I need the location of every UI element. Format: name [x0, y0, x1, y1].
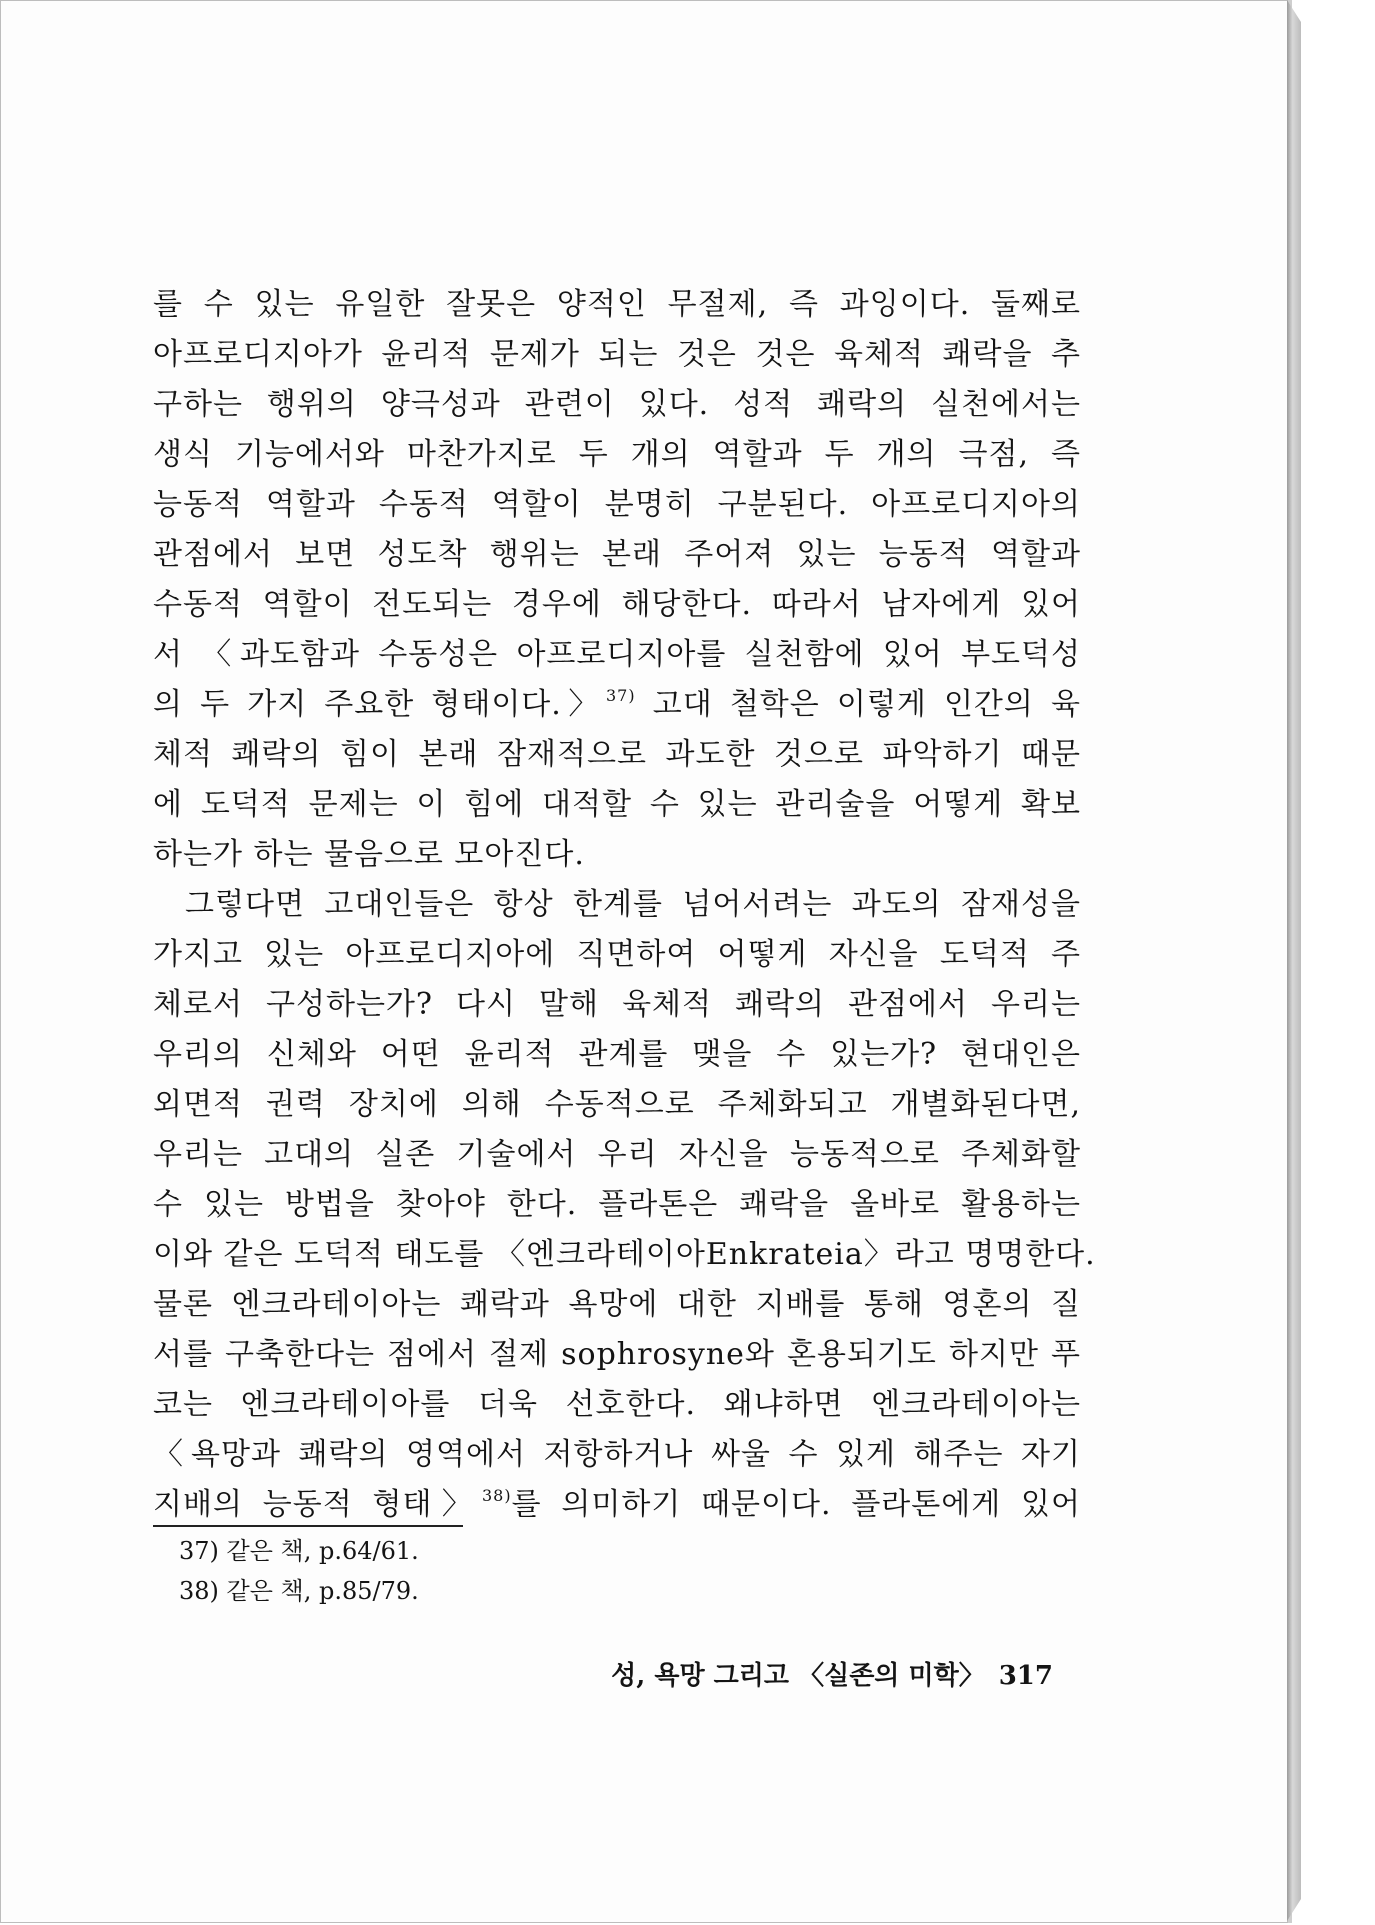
- text-line: 외면적 권력 장치에 의해 수동적으로 주체화되고 개별화된다면,: [153, 1087, 1081, 1122]
- text-line: 구하는 행위의 양극성과 관련이 있다. 성적 쾌락의 실천에서는: [153, 387, 1081, 422]
- text-line: 생식 기능에서와 마찬가지로 두 개의 역할과 두 개의 극점, 즉: [153, 437, 1081, 472]
- text-line: 가지고 있는 아프로디지아에 직면하여 어떻게 자신을 도덕적 주: [153, 937, 1081, 972]
- text-line: 우리의 신체와 어떤 윤리적 관계를 맺을 수 있는가? 현대인은: [153, 1037, 1081, 1072]
- running-footer: [601, 1654, 1053, 1698]
- text-line: 관점에서 보면 성도착 행위는 본래 주어져 있는 능동적 역할과: [153, 537, 1081, 572]
- text-line: 서를 구축한다는 점에서 절제 sophrosyne와 혼용되기도 하지만 푸: [153, 1337, 1081, 1372]
- text-line: 체로서 구성하는가? 다시 말해 육체적 쾌락의 관점에서 우리는: [153, 987, 1081, 1022]
- footnote-ref-37: 37): [606, 686, 636, 705]
- text-line: 아프로디지아가 윤리적 문제가 되는 것은 것은 육체적 쾌락을 추: [153, 337, 1081, 372]
- text-line-with-footnote-ref: [153, 1480, 1081, 1530]
- text-segment: 고대 철학은 이렇게 인간의 육: [635, 687, 1081, 722]
- text-line: 우리는 고대의 실존 기술에서 우리 자신을 능동적으로 주체화할: [153, 1137, 1081, 1172]
- text-line: 수 있는 방법을 찾아야 한다. 플라톤은 쾌락을 올바로 활용하는: [153, 1187, 1081, 1222]
- text-line: 하는가 하는 물음으로 모아진다.: [153, 837, 585, 872]
- running-title: 성, 욕망 그리고 〈실존의 미학〉: [611, 1661, 985, 1691]
- text-line: 서 〈과도함과 수동성은 아프로디지아를 실천함에 있어 부도덕성: [153, 637, 1081, 672]
- text-segment: 지배의 능동적 형태〉: [153, 1487, 482, 1522]
- text-line: 수동적 역할이 전도되는 경우에 해당한다. 따라서 남자에게 있어: [153, 587, 1081, 622]
- text-line: 능동적 역할과 수동적 역할이 분명히 구분된다. 아프로디지아의: [153, 487, 1081, 522]
- footnote-ref-38: 38): [481, 1486, 512, 1505]
- text-segment: 의 두 가지 주요한 형태이다.〉: [153, 687, 606, 722]
- page-edge-shadow: [1287, 0, 1301, 1921]
- text-line: 코는 엔크라테이아를 더욱 선호한다. 왜냐하면 엔크라테이아는: [153, 1387, 1081, 1422]
- text-line: 체적 쾌락의 힘이 본래 잠재적으로 과도한 것으로 파악하기 때문: [153, 737, 1081, 772]
- footnote-divider: [153, 1525, 463, 1527]
- footnotes: [179, 1531, 419, 1611]
- text-line: 에 도덕적 문제는 이 힘에 대적할 수 있는 관리술을 어떻게 확보: [153, 787, 1081, 822]
- text-line: 이와 같은 도덕적 태도를 〈엔크라테이아Enkrateia〉라고 명명한다.: [153, 1237, 1096, 1272]
- page-number: 317: [998, 1661, 1053, 1691]
- text-line: 그렇다면 고대인들은 항상 한계를 넘어서려는 과도의 잠재성을: [185, 887, 1081, 922]
- footnote-38: 38) 같은 책, p.85/79.: [179, 1577, 419, 1605]
- text-line: 를 수 있는 유일한 잘못은 양적인 무절제, 즉 과잉이다. 둘째로: [153, 287, 1081, 322]
- text-line: 〈욕망과 쾌락의 영역에서 저항하거나 싸울 수 있게 해주는 자기: [153, 1437, 1081, 1472]
- text-line: 물론 엔크라테이아는 쾌락과 욕망에 대한 지배를 통해 영혼의 질: [153, 1287, 1081, 1322]
- text-segment: 를 의미하기 때문이다. 플라톤에게 있어: [511, 1487, 1081, 1522]
- body-text: [153, 280, 1096, 1530]
- footnote-37: 37) 같은 책, p.64/61.: [179, 1537, 419, 1565]
- text-line-with-footnote-ref: [153, 680, 1081, 730]
